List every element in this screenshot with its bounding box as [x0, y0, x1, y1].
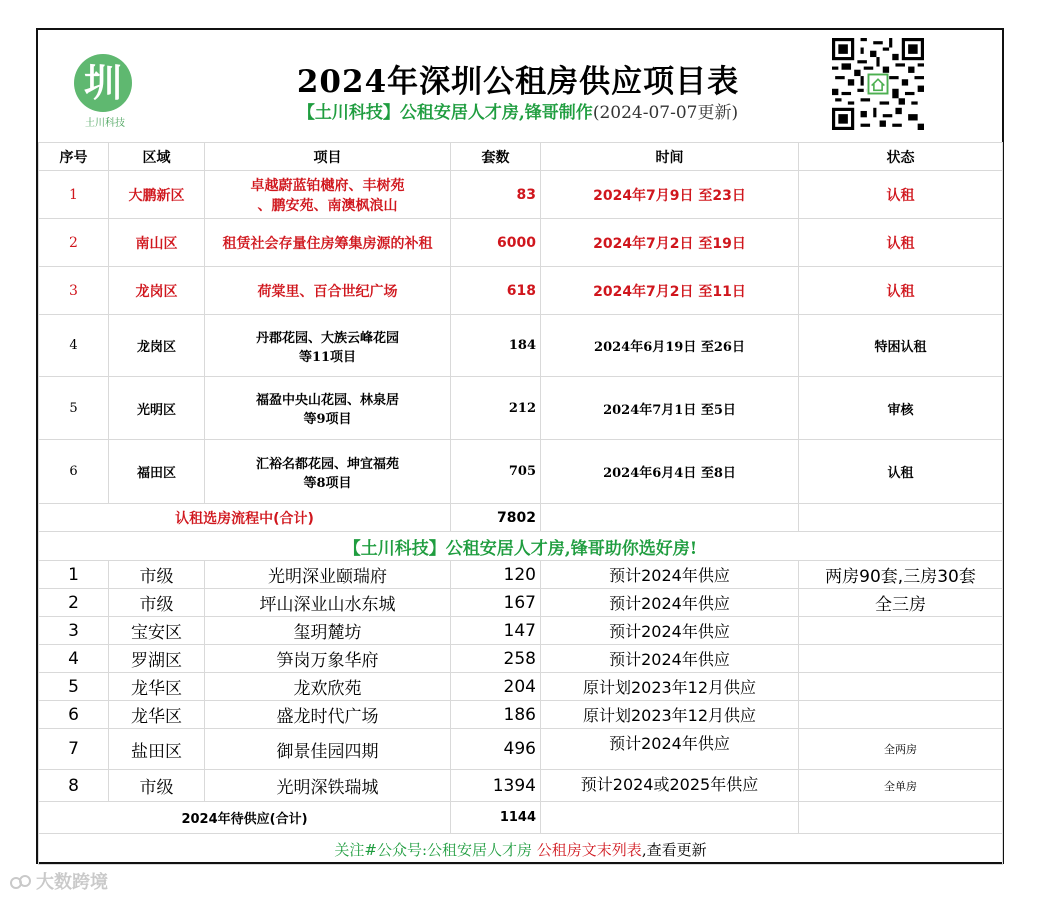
row-time: 预计2024年供应: [541, 617, 799, 645]
row-time: 预计2024年供应: [541, 645, 799, 673]
project-line: 汇裕名都花园、坤宜福苑: [255, 456, 399, 472]
row-note: 全两房: [799, 729, 1003, 770]
row-project: 盛龙时代广场: [205, 701, 451, 729]
project-line: 等11项目: [298, 349, 357, 365]
row-district: 龙华区: [109, 701, 205, 729]
row-time: 2024年7月9日 至23日: [541, 171, 799, 219]
table-row: [39, 219, 1003, 267]
row-time: 预计2024或2025年供应: [541, 770, 799, 802]
row-project: 玺玥麓坊: [205, 617, 451, 645]
row-time: 预计2024年供应: [541, 729, 799, 770]
table-row: [39, 729, 1003, 770]
watermark-logo-icon: [10, 873, 32, 891]
row-time: 原计划2023年12月供应: [541, 673, 799, 701]
column-header-project: 项目: [205, 143, 451, 171]
subtitle-update-date: (2024-07-07更新): [592, 103, 739, 123]
table-row: [39, 589, 1003, 617]
row-count: 258: [451, 645, 541, 673]
row-project: 笋岗万象华府: [205, 645, 451, 673]
upcoming-total-label: 2024年待供应(合计): [39, 802, 451, 834]
row-status: 审核: [799, 377, 1003, 440]
row-time: 2024年7月1日 至5日: [541, 377, 799, 440]
row-number: 4: [39, 645, 109, 673]
row-time: 2024年6月4日 至8日: [541, 440, 799, 504]
row-district: 罗湖区: [109, 645, 205, 673]
row-district: 宝安区: [109, 617, 205, 645]
empty-cell: [799, 802, 1003, 834]
row-number: 5: [39, 673, 109, 701]
row-district: 光明区: [109, 377, 205, 440]
row-number: 1: [39, 171, 109, 219]
active-total-label: 认租选房流程中(合计): [39, 504, 451, 532]
active-total-row: [39, 504, 1003, 532]
row-note: 两房90套,三房30套: [799, 561, 1003, 589]
column-header-no: 序号: [39, 143, 109, 171]
project-line: 等8项目: [303, 475, 352, 491]
table-row: [39, 617, 1003, 645]
row-number: 2: [39, 219, 109, 267]
page-title: 2024年深圳公租房供应项目表: [296, 64, 740, 100]
logo-label: 土川科技: [85, 118, 125, 129]
row-note: [799, 701, 1003, 729]
row-note: 全单房: [799, 770, 1003, 802]
table-row: [39, 645, 1003, 673]
qr-code-icon: [832, 38, 924, 130]
row-district: 市级: [109, 770, 205, 802]
table-row: [39, 171, 1003, 219]
row-number: 1: [39, 561, 109, 589]
row-count: 83: [451, 171, 541, 219]
row-district: 市级: [109, 589, 205, 617]
row-project: [205, 315, 451, 377]
row-number: 7: [39, 729, 109, 770]
footer-list-text: 公租房文末列表: [536, 840, 642, 859]
row-project: [205, 440, 451, 504]
row-project: 荷棠里、百合世纪广场: [205, 267, 451, 315]
footer-check-text: ,查看更新: [641, 840, 707, 859]
table-row: [39, 701, 1003, 729]
row-number: 6: [39, 440, 109, 504]
row-status: 认租: [799, 219, 1003, 267]
column-header-time: 时间: [541, 143, 799, 171]
column-header-count: 套数: [451, 143, 541, 171]
row-count: 204: [451, 673, 541, 701]
project-line: 丹郡花园、大族云峰花园: [255, 330, 399, 346]
row-note: [799, 617, 1003, 645]
row-number: 6: [39, 701, 109, 729]
row-district: 盐田区: [109, 729, 205, 770]
row-note: [799, 673, 1003, 701]
row-district: 市级: [109, 561, 205, 589]
subtitle-brand: 【土川科技】公租安居人才房,锋哥制作: [297, 103, 593, 123]
row-project: 租赁社会存量住房筹集房源的补租: [205, 219, 451, 267]
row-time: 2024年7月2日 至19日: [541, 219, 799, 267]
row-district: 南山区: [109, 219, 205, 267]
row-count: 6000: [451, 219, 541, 267]
row-count: 496: [451, 729, 541, 770]
row-district: 大鹏新区: [109, 171, 205, 219]
row-count: 120: [451, 561, 541, 589]
row-number: 5: [39, 377, 109, 440]
row-project: [205, 171, 451, 219]
row-number: 2: [39, 589, 109, 617]
table-row: [39, 315, 1003, 377]
watermark: [10, 868, 108, 894]
footer-follow-text: 关注#公众号:公租安居人才房: [334, 840, 537, 859]
table-row: [39, 267, 1003, 315]
row-count: 212: [451, 377, 541, 440]
table-header-area: [38, 30, 1002, 142]
footer-note: [39, 834, 1003, 865]
row-district: 龙岗区: [109, 267, 205, 315]
column-header-district: 区域: [109, 143, 205, 171]
row-project: 光明深业颐瑞府: [205, 561, 451, 589]
table-row: [39, 440, 1003, 504]
footer-row: [39, 834, 1003, 865]
column-header-status: 状态: [799, 143, 1003, 171]
logo-character: 圳: [83, 61, 122, 105]
row-district: 福田区: [109, 440, 205, 504]
supply-table-sheet: [36, 28, 1004, 864]
row-count: 705: [451, 440, 541, 504]
row-time: 预计2024年供应: [541, 561, 799, 589]
project-line: 卓越蔚蓝铂樾府、丰树苑: [250, 177, 405, 194]
watermark-text: 大数跨境: [36, 872, 108, 893]
empty-cell: [541, 802, 799, 834]
page-subtitle: [228, 98, 808, 123]
row-status: 认租: [799, 267, 1003, 315]
supply-table: [38, 142, 1003, 865]
table-row: [39, 561, 1003, 589]
row-project: 御景佳园四期: [205, 729, 451, 770]
empty-cell: [799, 504, 1003, 532]
column-header-row: [39, 143, 1003, 171]
row-number: 3: [39, 617, 109, 645]
row-project: [205, 377, 451, 440]
project-line: 等9项目: [303, 412, 352, 427]
row-time: 2024年6月19日 至26日: [541, 315, 799, 377]
brand-logo: [74, 54, 132, 112]
row-count: 184: [451, 315, 541, 377]
row-time: 预计2024年供应: [541, 589, 799, 617]
row-count: 167: [451, 589, 541, 617]
project-line: 福盈中央山花园、林泉居: [255, 393, 399, 408]
row-status: 特困认租: [799, 315, 1003, 377]
promo-banner: 【土川科技】公租安居人才房,锋哥助你选好房!: [39, 532, 1003, 561]
upcoming-total-count: 1144: [451, 802, 541, 834]
active-total-count: 7802: [451, 504, 541, 532]
row-note: [799, 645, 1003, 673]
empty-cell: [541, 504, 799, 532]
row-time: 2024年7月2日 至11日: [541, 267, 799, 315]
row-project: 光明深铁瑞城: [205, 770, 451, 802]
row-number: 3: [39, 267, 109, 315]
row-project: 坪山深业山水东城: [205, 589, 451, 617]
row-number: 4: [39, 315, 109, 377]
row-count: 618: [451, 267, 541, 315]
row-status: 认租: [799, 171, 1003, 219]
row-count: 1394: [451, 770, 541, 802]
row-note: 全三房: [799, 589, 1003, 617]
table-row: [39, 770, 1003, 802]
row-district: 龙岗区: [109, 315, 205, 377]
project-line: 、鹏安苑、南澳枫浪山: [257, 197, 398, 214]
row-status: 认租: [799, 440, 1003, 504]
table-row: [39, 377, 1003, 440]
row-count: 186: [451, 701, 541, 729]
upcoming-total-row: [39, 802, 1003, 834]
row-count: 147: [451, 617, 541, 645]
row-district: 龙华区: [109, 673, 205, 701]
table-row: [39, 673, 1003, 701]
row-project: 龙欢欣苑: [205, 673, 451, 701]
row-time: 原计划2023年12月供应: [541, 701, 799, 729]
row-number: 8: [39, 770, 109, 802]
promo-banner-row: [39, 532, 1003, 561]
